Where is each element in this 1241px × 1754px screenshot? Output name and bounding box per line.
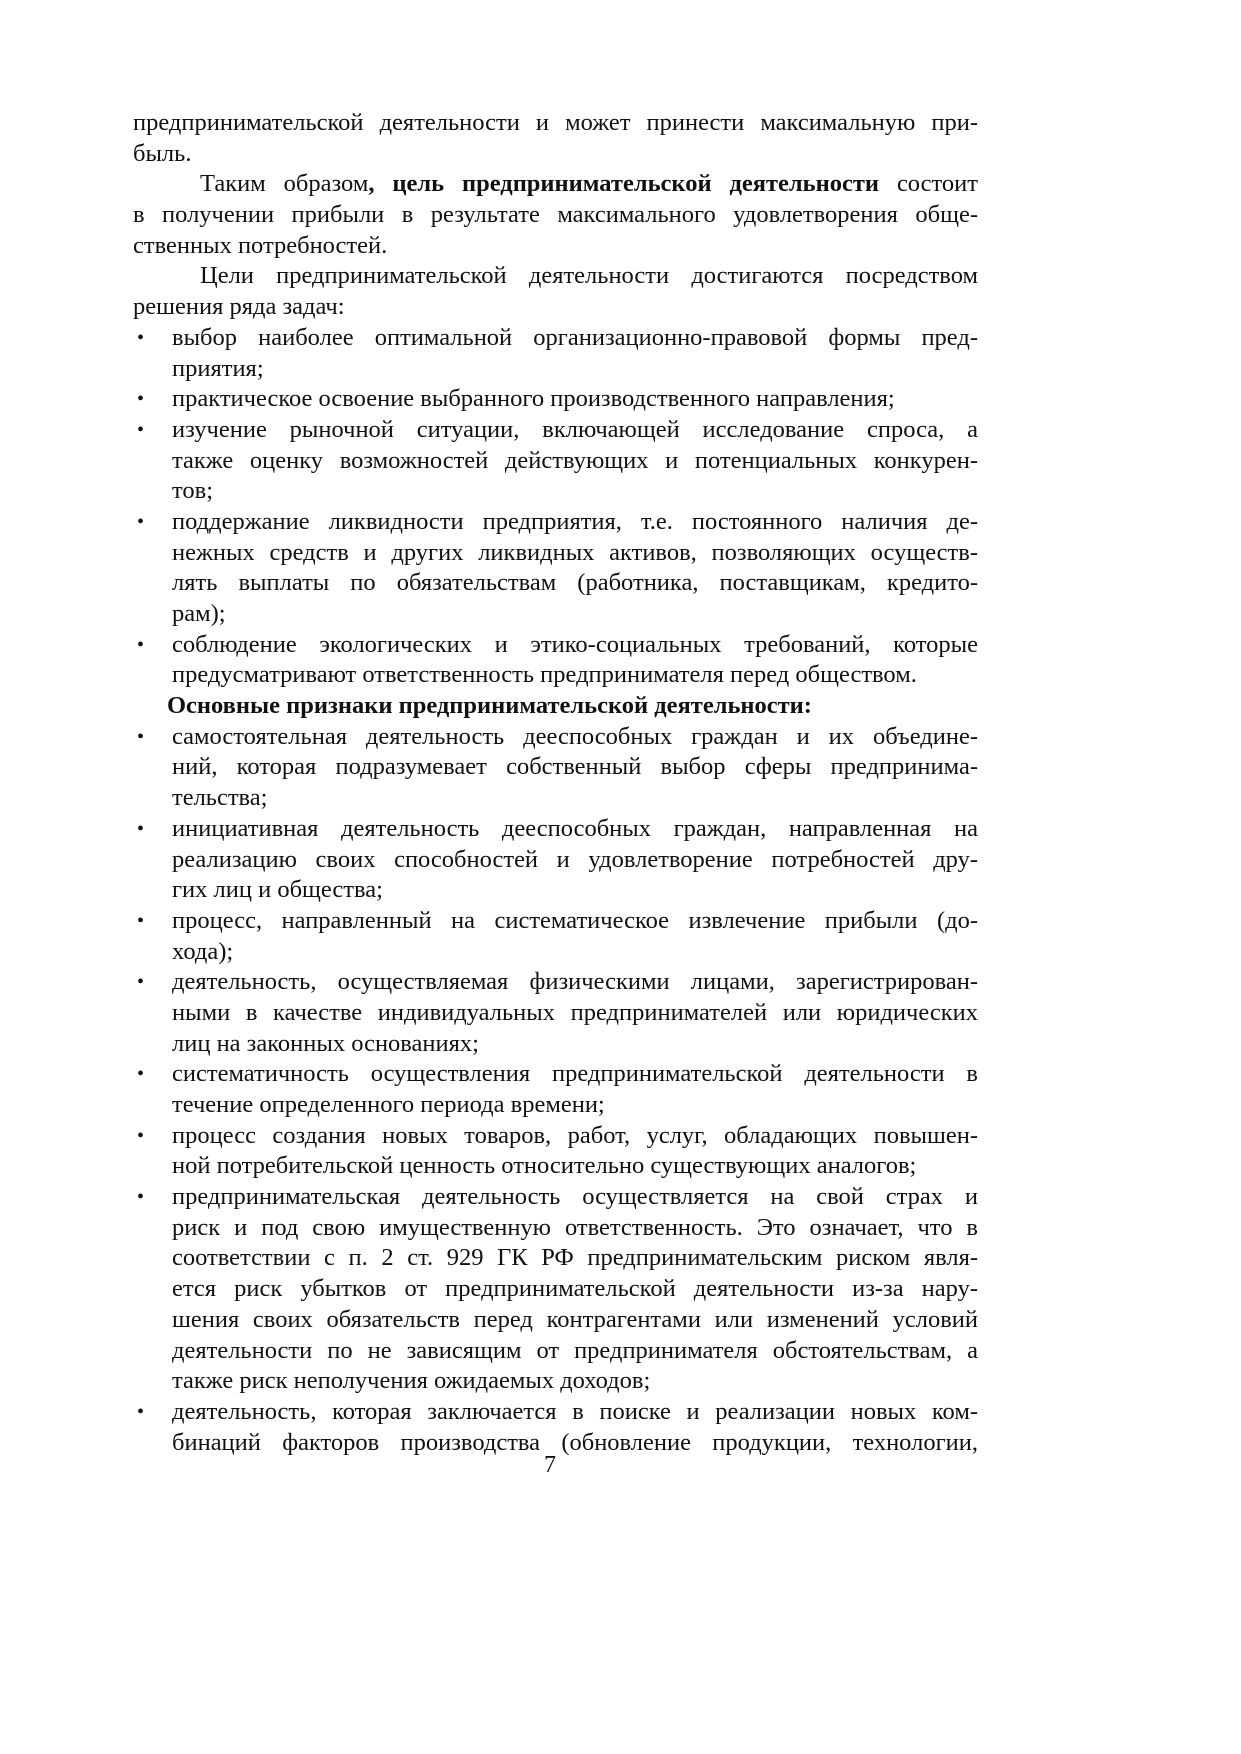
text-line: приятия; — [172, 354, 264, 382]
text-line: также оценку возможностей действующих и потенциальных конкурен- — [172, 446, 978, 474]
text-line: соблюдение экологических и этико-социальных требований, которые — [172, 630, 978, 658]
page-body — [133, 108, 978, 1458]
text-line: деятельность, которая заключается в поиске и реализации новых ком- — [172, 1397, 978, 1425]
text-line: деятельность, осуществляемая физическими лицами, зарегистрирован- — [172, 968, 978, 996]
text-line: ственных потребностей. — [133, 231, 388, 259]
text-line: систематичность осуществления предпринимательской деятельности в — [172, 1060, 978, 1088]
page-number: 7 — [544, 1452, 556, 1478]
section-heading: Основные признаки предпринимательской деятельности: — [167, 692, 812, 720]
text-line: реализацию своих способностей и удовлетворение потребностей дру- — [172, 845, 978, 873]
list-item — [133, 415, 978, 507]
text-line: предпринимательская деятельность осуществляется на свой страх и — [172, 1183, 978, 1211]
text-line: решения ряда задач: — [133, 293, 345, 321]
text-line: риск и под свою имущественную ответственность. Это означает, что в — [172, 1213, 978, 1241]
text-line — [133, 169, 978, 200]
text-segment: состоит — [879, 170, 978, 198]
bullet-icon: • — [137, 1063, 145, 1086]
bullet-icon: • — [137, 1124, 145, 1147]
text-line: практическое освоение выбранного производственного направления; — [172, 385, 895, 413]
text-line: самостоятельная деятельность дееспособных граждан и их объедине- — [172, 722, 978, 750]
list-item — [133, 630, 978, 691]
list-item — [133, 1397, 978, 1458]
text-line: тельства; — [172, 784, 268, 812]
list-item — [133, 814, 978, 906]
bullet-icon: • — [137, 326, 145, 349]
bullet-icon: • — [137, 510, 145, 533]
text-line: лять выплаты по обязательствам (работника, поставщикам, кредито- — [172, 569, 978, 597]
features-list — [133, 722, 978, 1459]
text-line: предпринимательской деятельности и может принести максимальную при- — [133, 109, 978, 136]
bullet-icon: • — [137, 1400, 145, 1423]
text-segment: Таким образом — [200, 170, 369, 198]
text-line: процесс создания новых товаров, работ, услуг, обладающих повышен- — [172, 1121, 978, 1149]
bullet-icon: • — [137, 633, 145, 656]
text-line: течение определенного периода времени; — [172, 1091, 605, 1118]
tasks-list — [133, 323, 978, 691]
text-line: деятельности по не зависящим от предпринимателя обстоятельствам, а — [172, 1336, 978, 1364]
list-item — [133, 384, 978, 415]
paragraph — [133, 261, 978, 322]
list-item — [133, 722, 978, 814]
text-line: рам); — [172, 600, 226, 627]
bullet-icon: • — [137, 971, 145, 994]
text-line: гих лиц и общества; — [172, 876, 383, 904]
intro-paragraphs — [133, 108, 978, 323]
text-line: нежных средств и других ликвидных активов, позволяющих осуществ- — [172, 538, 978, 566]
list-item — [133, 967, 978, 1059]
paragraph — [133, 108, 978, 169]
text-line: ными в качестве индивидуальных предпринимателей или юридических — [172, 998, 978, 1026]
bullet-icon: • — [137, 1186, 145, 1209]
paragraph — [133, 169, 978, 261]
text-line: процесс, направленный на систематическое извлечение прибыли (до- — [172, 906, 978, 934]
text-line: быль. — [133, 139, 192, 167]
list-item — [133, 323, 978, 384]
text-line: шения своих обязательств перед контрагентами или изменений условий — [172, 1305, 978, 1333]
text-line: в получении прибыли в результате максимального удовлетворения обще- — [133, 201, 978, 229]
text-line: лиц на законных основаниях; — [172, 1029, 479, 1057]
text-line: бинаций факторов производства (обновление продукции, технологии, — [172, 1428, 978, 1456]
text-line: выбор наиболее оптимальной организационно-правовой формы пред- — [172, 323, 978, 351]
text-line: ется риск убытков от предпринимательской деятельности из-за нару- — [172, 1275, 978, 1303]
list-item — [133, 1121, 978, 1182]
text-line: Цели предпринимательской деятельности достигаются посредством — [200, 262, 978, 290]
text-line: тов; — [172, 477, 214, 505]
list-item — [133, 1059, 978, 1120]
text-line: поддержание ликвидности предприятия, т.е. постоянного наличия де- — [172, 507, 978, 535]
text-line: соответствии с п. 2 ст. 929 ГК РФ предпринимательским риском явля- — [172, 1244, 978, 1272]
text-line: ной потребительской ценность относительно существующих аналогов; — [172, 1152, 917, 1180]
bullet-icon: • — [137, 725, 145, 748]
list-item — [133, 906, 978, 967]
text-line: также риск неполучения ожидаемых доходов; — [172, 1367, 651, 1395]
bold-term: , цель предпринимательской деятельности — [368, 170, 880, 198]
bullet-icon: • — [137, 418, 145, 441]
text-line: предусматривают ответственность предпринимателя перед обществом. — [172, 661, 917, 689]
text-line: инициативная деятельность дееспособных граждан, направленная на — [172, 814, 978, 842]
text-line: изучение рыночной ситуации, включающей исследование спроса, а — [172, 415, 978, 443]
list-item — [133, 507, 978, 630]
text-line: хода); — [172, 937, 234, 965]
text-line: ний, которая подразумевает собственный выбор сферы предпринима- — [172, 753, 978, 781]
bullet-icon: • — [137, 817, 145, 840]
list-item — [133, 1182, 978, 1397]
bullet-icon: • — [137, 909, 145, 932]
bullet-icon: • — [137, 388, 145, 411]
